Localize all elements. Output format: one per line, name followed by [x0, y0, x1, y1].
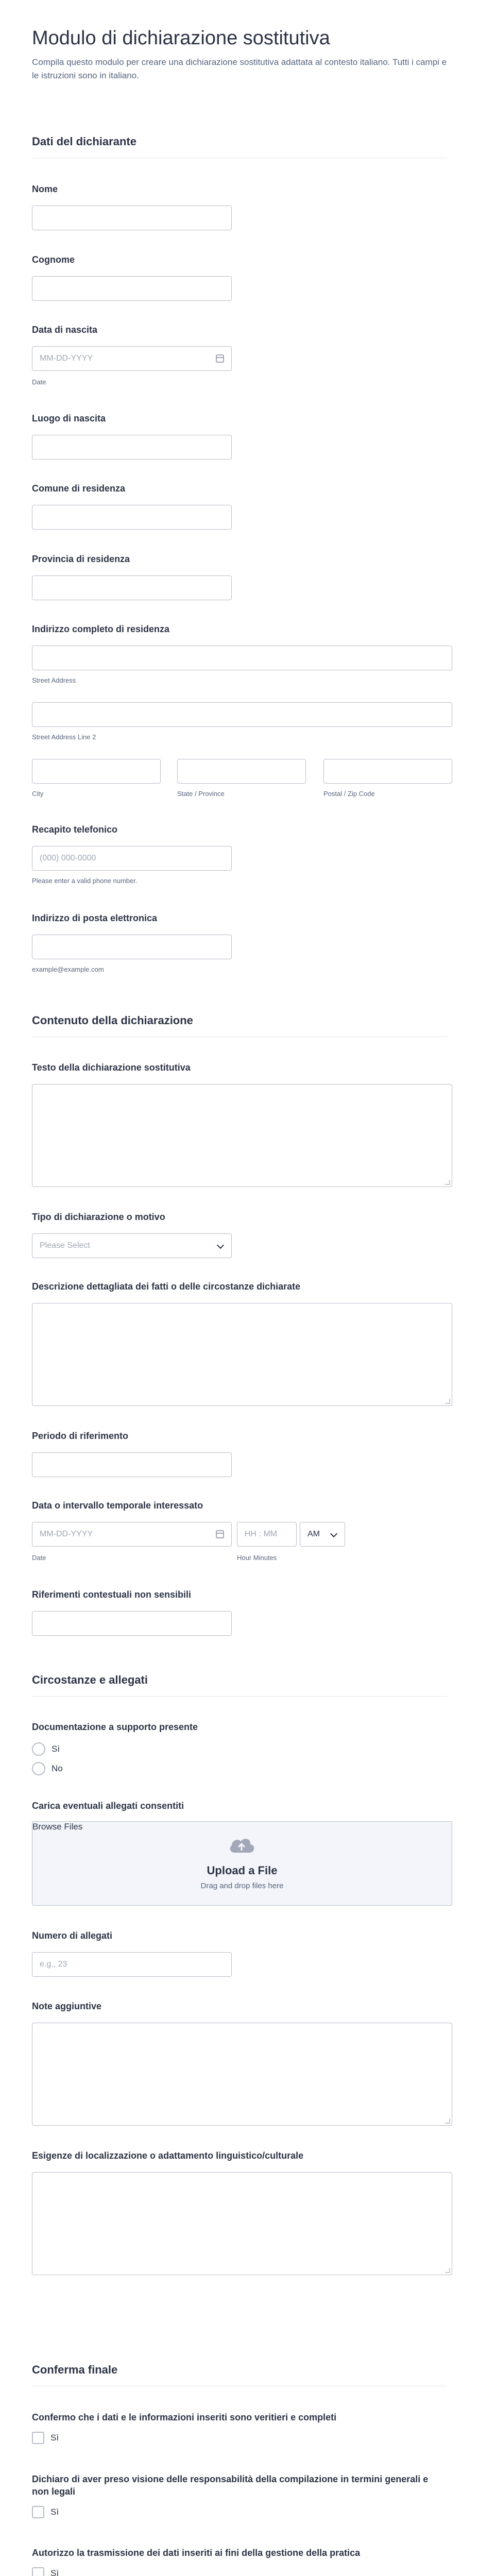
field-label: Descrizione dettagliata dei fatti o delle circostanze dichiarate [32, 1281, 301, 1292]
field-label: Dichiaro di aver preso visione delle responsabilità della compilazione in termini generali e non legali [32, 2474, 429, 2497]
resize-handle[interactable] [445, 1180, 450, 1185]
calendar-icon[interactable] [216, 1530, 224, 1538]
esigenze-textarea[interactable] [32, 2172, 452, 2275]
section-title: Contenuto della dichiarazione [32, 1014, 193, 1027]
field-label: Comune di residenza [32, 483, 126, 494]
field-note [32, 2000, 452, 2012]
checkbox[interactable] [32, 2432, 44, 2444]
state-sublabel: State / Province [177, 790, 225, 798]
section-conferma [32, 2363, 447, 2386]
field-label: Indirizzo di posta elettronica [32, 913, 158, 923]
time-placeholder: HH : MM [245, 1530, 278, 1538]
field-telefono [32, 823, 452, 885]
field-nome [32, 183, 452, 195]
field-esigenze [32, 2149, 452, 2162]
field-riferimenti [32, 1588, 452, 1601]
field-label: Luogo di nascita [32, 413, 106, 423]
street2-sublabel: Street Address Line 2 [32, 733, 96, 741]
descrizione-textarea[interactable] [32, 1303, 452, 1406]
field-email [32, 912, 452, 973]
resize-handle[interactable] [445, 2268, 450, 2273]
comune-input[interactable] [32, 505, 232, 530]
periodo-input[interactable] [32, 1452, 232, 1477]
divider [32, 1696, 447, 1697]
checkbox-option[interactable] [32, 2506, 59, 2518]
field-provincia [32, 553, 452, 565]
note-textarea[interactable] [32, 2023, 452, 2126]
field-label: Esigenze di localizzazione o adattamento linguistico/culturale [32, 2150, 304, 2161]
zip-sublabel: Postal / Zip Code [323, 790, 375, 798]
radio-label: Sì [52, 1744, 60, 1754]
field-periodo [32, 1430, 452, 1442]
cloud-upload-icon [228, 1836, 255, 1854]
section-contenuto [32, 1014, 447, 1037]
luogo-nascita-input[interactable] [32, 435, 232, 460]
street-sublabel: Street Address [32, 676, 76, 684]
date-placeholder: MM-DD-YYYY [40, 354, 93, 363]
radio-option-si[interactable] [32, 1742, 60, 1756]
phone-sublabel: Please enter a valid phone number. [32, 877, 138, 885]
riferimenti-input[interactable] [32, 1611, 232, 1636]
field-descrizione [32, 1280, 452, 1293]
street-address-input[interactable] [32, 646, 452, 670]
field-label: Data di nascita [32, 325, 98, 335]
form-title: Modulo di dichiarazione sostitutiva [32, 27, 330, 49]
field-label: Testo della dichiarazione sostitutiva [32, 1062, 191, 1073]
checkbox-label: Sì [50, 2507, 59, 2517]
field-data-nascita [32, 324, 452, 386]
field-label: Cognome [32, 255, 75, 265]
time-sublabel: Hour Minutes [237, 1554, 277, 1562]
field-conferma-1 [32, 2411, 452, 2443]
provincia-input[interactable] [32, 575, 232, 600]
field-label: Nome [32, 184, 58, 194]
email-input[interactable] [32, 935, 232, 959]
field-label: Periodo di riferimento [32, 1431, 129, 1441]
intervallo-date-input[interactable] [32, 1522, 232, 1547]
field-conferma-2 [32, 2473, 452, 2517]
checkbox-option[interactable] [32, 2432, 59, 2444]
tipo-select[interactable] [32, 1233, 232, 1258]
telefono-input[interactable] [32, 846, 232, 871]
field-label: Note aggiuntive [32, 2001, 102, 2011]
field-label: Provincia di residenza [32, 554, 130, 564]
field-indirizzo [32, 623, 452, 798]
state-input[interactable] [177, 759, 306, 784]
field-cognome [32, 253, 452, 266]
field-conferma-3 [32, 2547, 452, 2576]
field-label: Riferimenti contestuali non sensibili [32, 1589, 192, 1600]
radio-label: No [52, 1764, 63, 1773]
numero-input[interactable] [32, 1952, 232, 1977]
checkbox-label: Sì [50, 2433, 59, 2443]
checkbox[interactable] [32, 2506, 44, 2518]
radio-button[interactable] [32, 1742, 45, 1756]
field-documentazione [32, 1721, 452, 1773]
field-label: Numero di allegati [32, 1930, 113, 1941]
checkbox[interactable] [32, 2567, 44, 2576]
form-subtitle: Compila questo modulo per creare una dichiarazione sostitutiva adattata al contesto italiano. Tutti i campi e le istruzioni sono in italiano. [32, 57, 447, 80]
checkbox-option[interactable] [32, 2567, 59, 2576]
email-sublabel: example@example.com [32, 965, 104, 973]
zip-input[interactable] [323, 759, 452, 784]
resize-handle[interactable] [445, 1399, 450, 1404]
field-label: Confermo che i dati e le informazioni inseriti sono veritieri e completi [32, 2412, 337, 2422]
field-luogo-nascita [32, 412, 452, 425]
calendar-icon[interactable] [216, 354, 224, 363]
browse-files-button[interactable]: Browse Files [32, 1822, 83, 1832]
section-title: Circostanze e allegati [32, 1673, 148, 1686]
field-intervallo [32, 1499, 452, 1562]
resize-handle[interactable] [445, 2119, 450, 2124]
radio-button[interactable] [32, 1762, 45, 1775]
phone-placeholder: (000) 000-0000 [40, 854, 96, 862]
section-dichiarante [32, 135, 447, 158]
field-label: Indirizzo completo di residenza [32, 624, 170, 634]
section-title: Dati del dichiarante [32, 135, 136, 148]
data-nascita-input[interactable] [32, 346, 232, 371]
form-header [0, 0, 479, 93]
select-placeholder: Please Select [40, 1241, 90, 1250]
section-title: Conferma finale [32, 2363, 118, 2376]
city-sublabel: City [32, 790, 44, 798]
cognome-input[interactable] [32, 276, 232, 301]
field-comune [32, 482, 452, 495]
checkbox-label: Sì [50, 2568, 59, 2576]
field-numero [32, 1929, 452, 1969]
upload-subtitle: Drag and drop files here [200, 1882, 284, 1890]
radio-option-no[interactable] [32, 1762, 63, 1775]
time-input[interactable] [237, 1522, 297, 1547]
field-label: Documentazione a supporto presente [32, 1722, 198, 1732]
street-address-line2-input[interactable] [32, 702, 452, 727]
date-placeholder: MM-DD-YYYY [40, 1530, 93, 1538]
chevron-down-icon [217, 1242, 224, 1249]
section-circostanze [32, 1673, 447, 1697]
date-sublabel: Date [32, 1554, 46, 1562]
field-allegati [32, 1800, 452, 1890]
field-tipo [32, 1211, 452, 1250]
field-testo [32, 1061, 452, 1074]
city-input[interactable] [32, 759, 161, 784]
file-upload-dropzone[interactable] [32, 1821, 452, 1906]
field-label: Autorizzo la trasmissione dei dati inseriti ai fini della gestione della pratica [32, 2548, 361, 2558]
date-sublabel: Date [32, 378, 46, 386]
field-label: Tipo di dichiarazione o motivo [32, 1212, 165, 1222]
field-label: Carica eventuali allegati consentiti [32, 1801, 184, 1811]
ampm-select[interactable] [300, 1522, 345, 1547]
ampm-value: AM [307, 1530, 320, 1538]
number-placeholder: e.g., 23 [40, 1960, 67, 1969]
field-label: Data o intervallo temporale interessato [32, 1500, 203, 1511]
chevron-down-icon [330, 1530, 337, 1537]
upload-title: Upload a File [207, 1864, 278, 1877]
field-label: Recapito telefonico [32, 824, 118, 835]
testo-textarea[interactable] [32, 1084, 452, 1187]
nome-input[interactable] [32, 206, 232, 230]
